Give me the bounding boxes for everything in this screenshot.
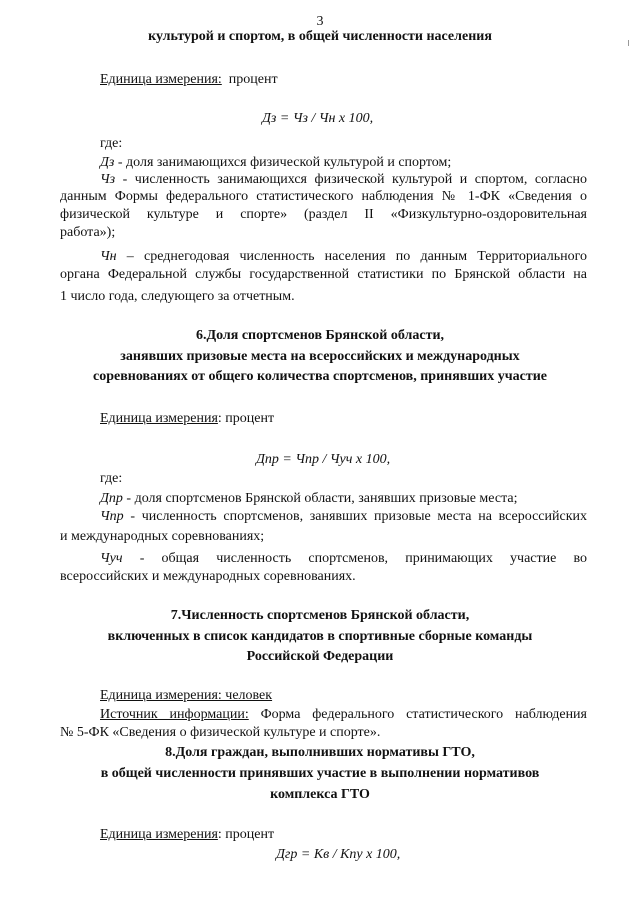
paragraph-line: данным Формы федерального статистического наблюдения № 1-ФК «Сведения о — [60, 189, 587, 204]
section-title: включенных в список кандидатов в спортивные сборные команды — [107, 629, 533, 644]
formula: Дз = Чз / Чн х 100, — [262, 111, 374, 126]
paragraph-line: всероссийских и международных соревнованиях. — [60, 569, 356, 584]
section-heading-tail: культурой и спортом, в общей численности населения — [148, 29, 492, 44]
definition-item — [100, 171, 587, 188]
formula: Дгр = Кв / Кпу х 100, — [276, 847, 401, 862]
definition-item — [100, 248, 587, 265]
unit-line — [100, 71, 278, 88]
definition-item — [100, 550, 587, 567]
unit-label: Единица измерения: человек — [100, 688, 273, 703]
definition-text: – среднегодовая численность населения по данным Территориального — [116, 249, 587, 264]
definition-text: - доля занимающихся физической культурой и спортом; — [114, 155, 452, 170]
unit-value: : процент — [217, 827, 275, 842]
section-title: комплекса ГТО — [270, 787, 370, 802]
definition-text: - численность спортсменов, занявших призовые места на всероссийских — [123, 509, 587, 524]
paragraph-line: и международных соревнованиях; — [60, 529, 265, 544]
unit-label: Единица измерения — [100, 411, 218, 426]
formula: Дпр = Чпр / Чуч х 100, — [256, 452, 391, 467]
unit-label: Единица измерения — [100, 827, 218, 842]
unit-label: Единица измерения: — [100, 72, 222, 87]
section-title: 7.Численность спортсменов Брянской области, — [170, 608, 470, 623]
section-title: занявших призовые места на всероссийских и международных — [120, 349, 520, 364]
section-title: 8.Доля граждан, выполнивших нормативы ГТО, — [165, 745, 475, 760]
section-title: в общей численности принявших участие в выполнении нормативов — [100, 766, 540, 781]
paragraph-line: № 5-ФК «Сведения о физической культуре и спорте». — [60, 725, 381, 740]
source-text: Форма федерального статистического наблюдения — [248, 707, 587, 722]
paragraph-line: органа Федеральной службы государственной статистики по Брянской области на — [60, 267, 587, 282]
section-title: соревнованиях от общего количества спортсменов, принявших участие — [93, 369, 547, 384]
section-title: Российской Федерации — [246, 649, 394, 664]
definition-text: - общая численность спортсменов, принимающих участие во — [122, 551, 587, 566]
definition-symbol: Дз — [100, 155, 115, 170]
definition-symbol: Чпр — [100, 509, 124, 524]
definition-symbol: Чн — [100, 249, 117, 264]
unit-line — [100, 826, 274, 843]
unit-line — [100, 410, 274, 427]
paragraph-line: работа»); — [60, 225, 116, 240]
where-label: где: — [100, 136, 123, 151]
unit-value: : процент — [217, 411, 275, 426]
page-number: 3 — [316, 14, 324, 29]
source-label: Источник информации: — [100, 707, 249, 722]
definition-symbol: Чз — [100, 172, 116, 187]
unit-value: процент — [228, 72, 278, 87]
definition-item — [100, 508, 587, 525]
definition-symbol: Чуч — [100, 551, 123, 566]
definition-item — [100, 154, 451, 171]
section-title: 6.Доля спортсменов Брянской области, — [195, 328, 445, 343]
source-line — [100, 706, 587, 723]
definition-item — [100, 490, 517, 507]
definition-text: - доля спортсменов Брянской области, занявших призовые места; — [122, 491, 518, 506]
definition-text: - численность занимающихся физической культурой и спортом, согласно — [115, 172, 587, 187]
where-label: где: — [100, 471, 123, 486]
paragraph-line: физической культуре и спорте» (раздел II «Физкультурно-оздоровительная — [60, 207, 587, 222]
paragraph-line: 1 число года, следующего за отчетным. — [60, 289, 295, 304]
definition-symbol: Дпр — [100, 491, 123, 506]
